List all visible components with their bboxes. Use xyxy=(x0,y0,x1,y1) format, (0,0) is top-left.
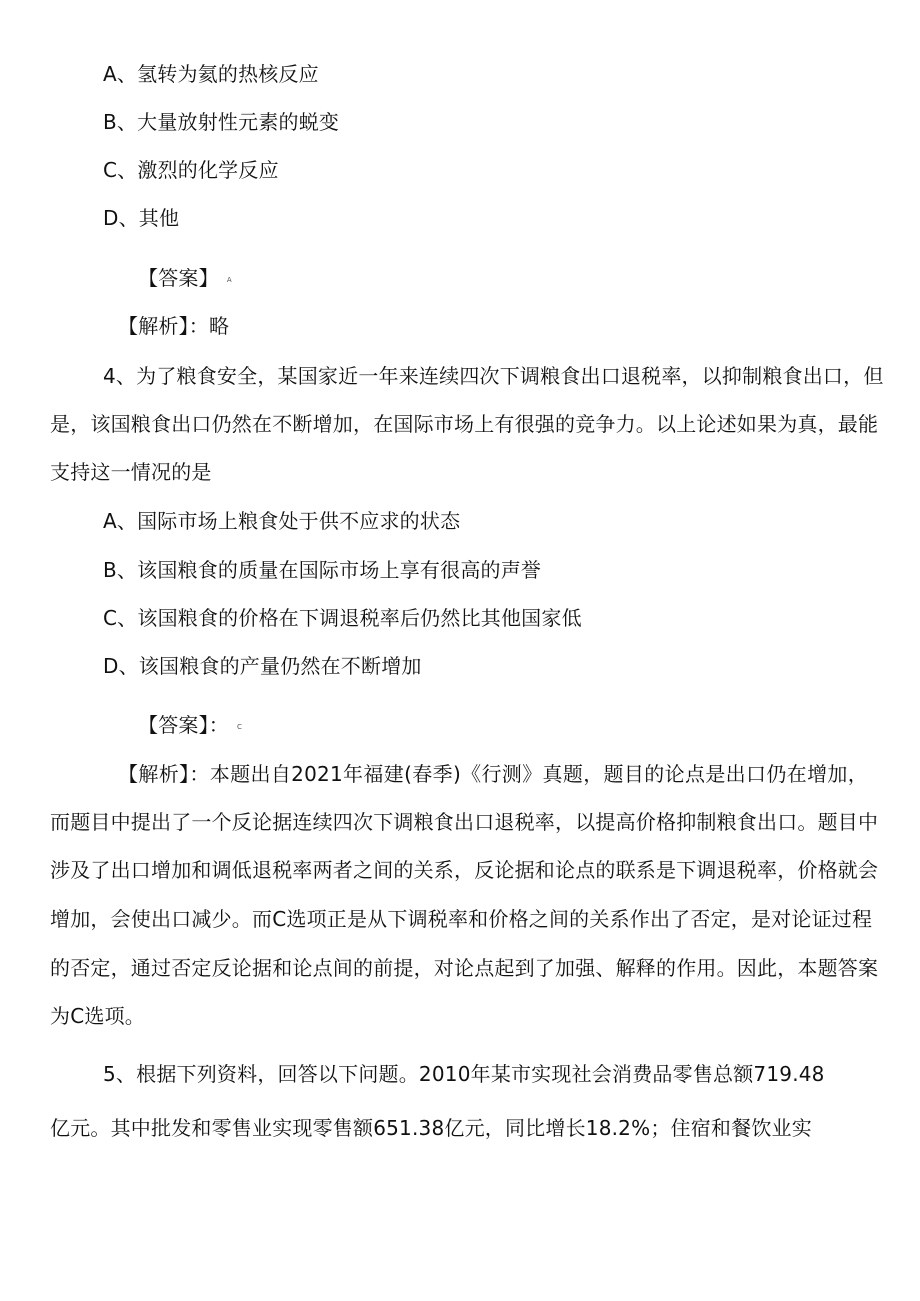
q4-stem-line-1: 4、为了粮食安全，某国家近一年来连续四次下调粮食出口退税率，以抑制粮食出口，但 xyxy=(103,364,884,388)
q4-option-b: B、该国粮食的质量在国际市场上享有很高的声誉 xyxy=(103,558,542,582)
q3-option-d: D、其他 xyxy=(103,206,180,230)
q4-stem-line-2: 是，该国粮食出口仍然在不断增加，在国际市场上有很强的竞争力。以上论述如果为真，最能 xyxy=(50,412,879,436)
q4-analysis-line-4: 增加，会使出口减少。而C选项正是从下调税率和价格之间的关系作出了否定，是对论证过程 xyxy=(50,907,873,931)
q4-analysis-line-1: 【解析】：本题出自2021年福建(春季)《行测》真题，题目的论点是出口仍在增加， xyxy=(118,762,868,786)
q3-option-a: A、氢转为氦的热核反应 xyxy=(103,62,319,86)
q4-stem-line-3: 支持这一情况的是 xyxy=(50,460,212,484)
q4-analysis-line-6: 为C选项。 xyxy=(50,1004,145,1028)
q4-analysis-line-2: 而题目中提出了一个反论据连续四次下调粮食出口退税率，以提高价格抑制粮食出口。题目中 xyxy=(50,810,879,834)
q4-option-c: C、该国粮食的价格在下调退税率后仍然比其他国家低 xyxy=(103,606,582,630)
q3-answer-label: 【答案】 xyxy=(138,266,219,290)
q4-option-a: A、国际市场上粮食处于供不应求的状态 xyxy=(103,509,461,533)
q4-option-d: D、该国粮食的产量仍然在不断增加 xyxy=(103,654,422,678)
q4-answer-mark: C xyxy=(237,722,243,731)
q3-option-c: C、激烈的化学反应 xyxy=(103,158,279,182)
q3-option-b: B、大量放射性元素的蜕变 xyxy=(103,110,340,134)
q4-answer xyxy=(138,711,242,741)
q5-stem-line-1: 5、根据下列资料，回答以下问题。2010年某市实现社会消费品零售总额719.48 xyxy=(103,1062,825,1086)
q3-analysis: 【解析】：略 xyxy=(118,314,230,338)
q3-answer-mark: A xyxy=(226,275,232,284)
q3-answer xyxy=(138,264,232,294)
q4-analysis-line-5: 的否定，通过否定反论据和论点间的前提，对论点起到了加强、解释的作用。因此，本题答案 xyxy=(50,956,879,980)
q5-stem-line-2: 亿元。其中批发和零售业实现零售额651.38亿元，同比增长18.2%；住宿和餐饮业实 xyxy=(50,1116,812,1140)
q4-analysis-line-3: 涉及了出口增加和调低退税率两者之间的关系，反论据和论点的联系是下调退税率，价格就会 xyxy=(50,858,879,882)
q4-answer-label: 【答案】： xyxy=(138,713,229,737)
